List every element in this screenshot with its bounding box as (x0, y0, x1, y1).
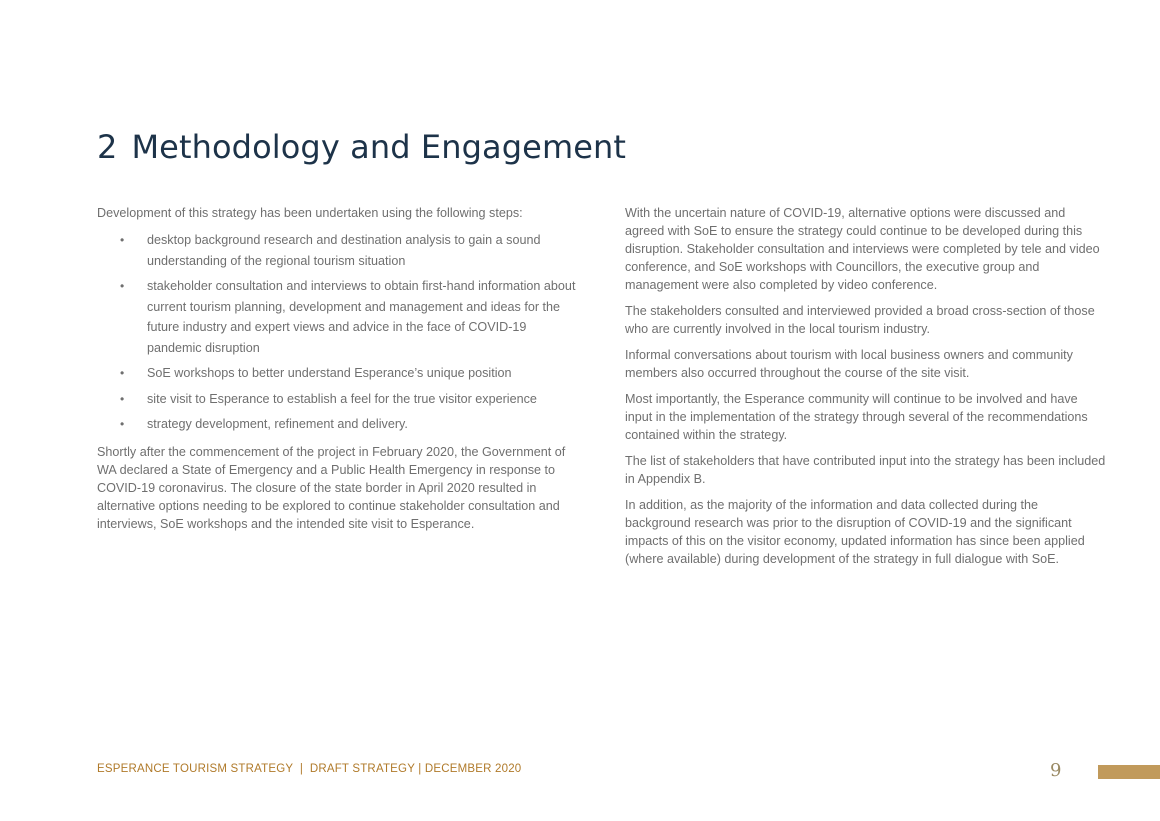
right-column (625, 204, 1107, 576)
bullet-icon: • (120, 366, 125, 380)
closing-paragraph: Shortly after the commencement of the project in February 2020, the Government of WA declared a State of Emergency and a Public Health Emergency in response to COVID-19 coronavirus. The closure of the state border in April 2020 resulted in alternative options needing to be explored to continue stakeholder consultation and interviews, SoE workshops and the intended site visit to Esperance. (97, 444, 566, 531)
section-number: 2 (97, 128, 118, 166)
bullet-icon: • (120, 233, 125, 247)
list-item (97, 230, 577, 271)
body-paragraph: With the uncertain nature of COVID-19, alternative options were discussed and agreed with SoE to ensure the strategy could continue to be developed during this disruption. Stakeholder consultation and interviews were completed by tele and video conference, and SoE workshops with Councillors, the executive group and management were also completed by video conference. (625, 206, 1100, 292)
section-title: Methodology and Engagement (131, 128, 627, 166)
body-paragraph: Informal conversations about tourism with local business owners and community members also occurred throughout the course of the site visit. (625, 348, 1073, 380)
bullet-icon: • (120, 391, 125, 406)
step-text: desktop background research and destination analysis to gain a sound understanding of the regional tourism situation (147, 233, 541, 268)
step-text: strategy development, refinement and delivery. (147, 417, 408, 431)
body-paragraph: The stakeholders consulted and interviewed provided a broad cross-section of those who are currently involved in the local tourism industry. (625, 304, 1095, 336)
footer-accent-bar (1098, 765, 1160, 779)
intro-paragraph: Development of this strategy has been undertaken using the following steps: (97, 206, 523, 220)
list-item (97, 276, 577, 358)
page-title (97, 128, 626, 166)
bullet-icon: • (120, 279, 125, 293)
step-text: SoE workshops to better understand Esperance’s unique position (147, 366, 512, 380)
body-paragraph: Most importantly, the Esperance community will continue to be involved and have input in the implementation of the strategy through several of the recommendations contained within the strategy. (625, 392, 1088, 442)
step-text: site visit to Esperance to establish a feel for the true visitor experience (147, 391, 537, 406)
left-column (97, 204, 577, 541)
steps-list (97, 230, 577, 435)
body-paragraph: The list of stakeholders that have contributed input into the strategy has been included in Appendix B. (625, 454, 1106, 486)
body-paragraph: In addition, as the majority of the information and data collected during the background research was prior to the disruption of COVID-19 and the significant impacts of this on the visitor economy, updated information has since been applied (where available) during development of the strategy in full dialogue with SoE. (625, 498, 1085, 566)
list-item (97, 389, 577, 410)
footer-title: ESPERANCE TOURISM STRATEGY | DRAFT STRATEGY | DECEMBER 2020 (97, 763, 522, 775)
step-text: stakeholder consultation and interviews to obtain first-hand information about current tourism planning, development and management and ideas for the future industry and expert views and advice in the face of COVID-19 pandemic disruption (147, 279, 576, 355)
bullet-icon: • (120, 417, 125, 431)
list-item (97, 363, 577, 384)
page-number: 9 (1050, 760, 1062, 781)
list-item (97, 414, 577, 435)
